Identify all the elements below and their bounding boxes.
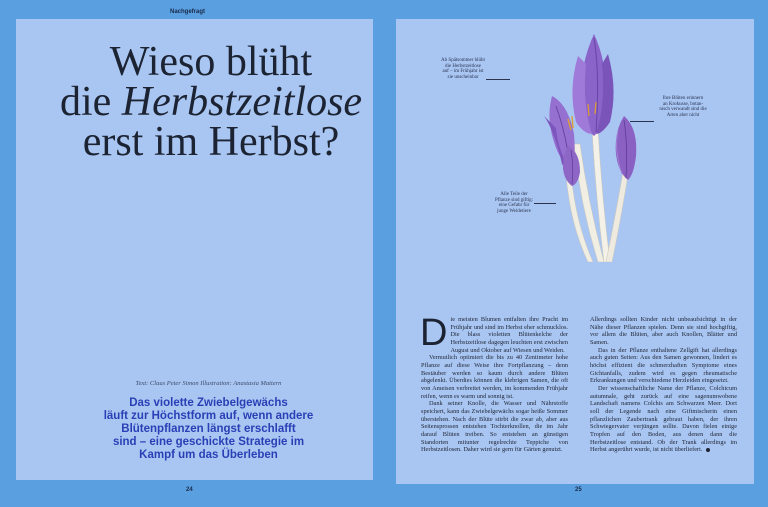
deck [16, 397, 401, 462]
blossom-main [572, 34, 613, 136]
headline-line-2 [16, 79, 406, 125]
article-column-1 [420, 312, 568, 454]
article-paragraph-1-text: ie meisten Blumen entfalten ihre Pracht im Frühjahr und sind im Herbst eher schmucklos. Die blass violetten Blütenkelche der Herbstzeitlose dagegen leuchten erst zwischen August und Oktober auf Wiesen und Weiden. [450, 316, 568, 354]
headline-line-1: Wieso blüht [109, 39, 313, 85]
headline [16, 39, 406, 165]
caption-crocus-line-3: nisch verwandt sind die [659, 107, 707, 113]
caption-crocus-line-1: Ihre Blüten erinnern [662, 96, 704, 101]
article-paragraph-5: Das in der Pflanze enthaltene Zellgift hat allerdings auch guten Seiten: Aus den Samen gewonnen, lindert es höchst effizient die schmerzhaften Symptome eines Gichtanfalls, zudem wird es gegen rheumatische Erkrankungen und verschiedene Herzleiden eingesetzt. [590, 346, 737, 385]
article-paragraph-2: Vermutlich optimiert die bis zu 40 Zentimeter hohe Pflanze auf diese Weise ihre Fortpflanzung – denn Bestäuber werden so kaum durch andere Blüten abgelenkt. Überdies können die klebrigen Samen, die oft von Ameisen verbreitet werden, im kommenden Frühjahr reifen, wenn es warm und sonnig ist. [421, 354, 568, 400]
caption-bloom-time-line-4: sie unscheinbar [447, 74, 479, 80]
credits: Text: Claus Peter Simon Illustration: Anastasia Mattern [135, 380, 282, 387]
caption-bloom-time-line-2: die Herbstzeitlose [445, 63, 481, 69]
article-paragraph-1 [420, 312, 568, 354]
drop-cap: D [420, 312, 448, 354]
deck-line-5: Kampf um das Überleben [139, 449, 278, 461]
end-mark-icon [706, 448, 710, 452]
headline-line-2-prefix: die [59, 79, 122, 125]
deck-line-2: läuft zur Höchstform auf, wenn andere [103, 410, 314, 422]
deck-line-3: Blütenpflanzen längst erschlafft [121, 423, 296, 435]
deck-line-1: Das violette Zwiebelgewächs [129, 397, 288, 409]
headline-line-3: erst im Herbst? [82, 119, 340, 165]
caption-toxicity-line-3: eine Gefahr für [498, 203, 530, 209]
leader-toxicity [534, 203, 556, 204]
article-column-2 [590, 316, 737, 454]
caption-crocus [652, 96, 714, 118]
section-label: Nachgefragt [170, 9, 206, 15]
caption-bloom-time-line-3: auf – im Frühjahr ist [442, 69, 484, 75]
article-paragraph-3: Dank seiner Knolle, die Wasser und Nährstoffe speichert, kann das Zwiebelgewächs sogar heiße Sommer überstehen. Nach der Blüte stirbt die zwar ab, aber aus Seitensprossen entstehen Tochterknollen, die im Jahr darauf Blüten treiben. So entstehen an günstigen Standorten mitunter regelrechte Teppiche von Herbstzeitlosen. Daher wird sie gern für Gärten genutzt. [421, 400, 568, 454]
caption-bloom-time-line-1: Ab Spätsommer blüht [441, 58, 485, 63]
article-paragraph-6 [590, 385, 737, 454]
caption-toxicity-line-4: junge Weidetiere [497, 208, 531, 214]
headline-plant-name: Herbstzeitlose [121, 79, 363, 125]
leader-bloom-time [486, 79, 510, 80]
caption-toxicity-line-2: Pflanze sind giftig: [494, 197, 534, 203]
article-paragraph-6-text: Der wissenschaftliche Name der Pflanze, Colchicum autumnale, geht zurück auf eine sagenumwobene Landschaft namens Colchis am Schwarzen Meer. Dort soll der Legende nach eine Giftmischerin einen pflanzlichen Zaubertrank gebraut haben, der ihren Schwiegervater verjüngen sollte. Davon fielen einige Tropfen auf den Boden, aus denen dann die Herbstzeitlose entstand. Ob der Trank allerdings im Herbst angerührt wurde, ist nicht überliefert. [590, 384, 737, 454]
blossom-right [616, 116, 637, 180]
caption-bloom-time [430, 58, 496, 80]
article-paragraph-4: Allerdings sollten Kinder nicht unbeaufsichtigt in der Nähe dieser Pflanzen spielen. Denn sie sind hochgiftig, vor allem die Blüten, aber auch Knollen, Blätter und Samen. [590, 316, 737, 346]
folio-left: 24 [186, 487, 193, 493]
caption-toxicity-line-1: Alle Teile der [500, 192, 528, 197]
leader-crocus [630, 121, 654, 122]
deck-line-4: sind – eine geschickte Strategie im [112, 436, 305, 448]
caption-crocus-line-4: Arten aber nicht [666, 112, 700, 118]
caption-crocus-line-2: an Krokusse, botan- [662, 101, 704, 107]
crocus-illustration [538, 34, 648, 262]
folio-right: 25 [575, 487, 582, 493]
